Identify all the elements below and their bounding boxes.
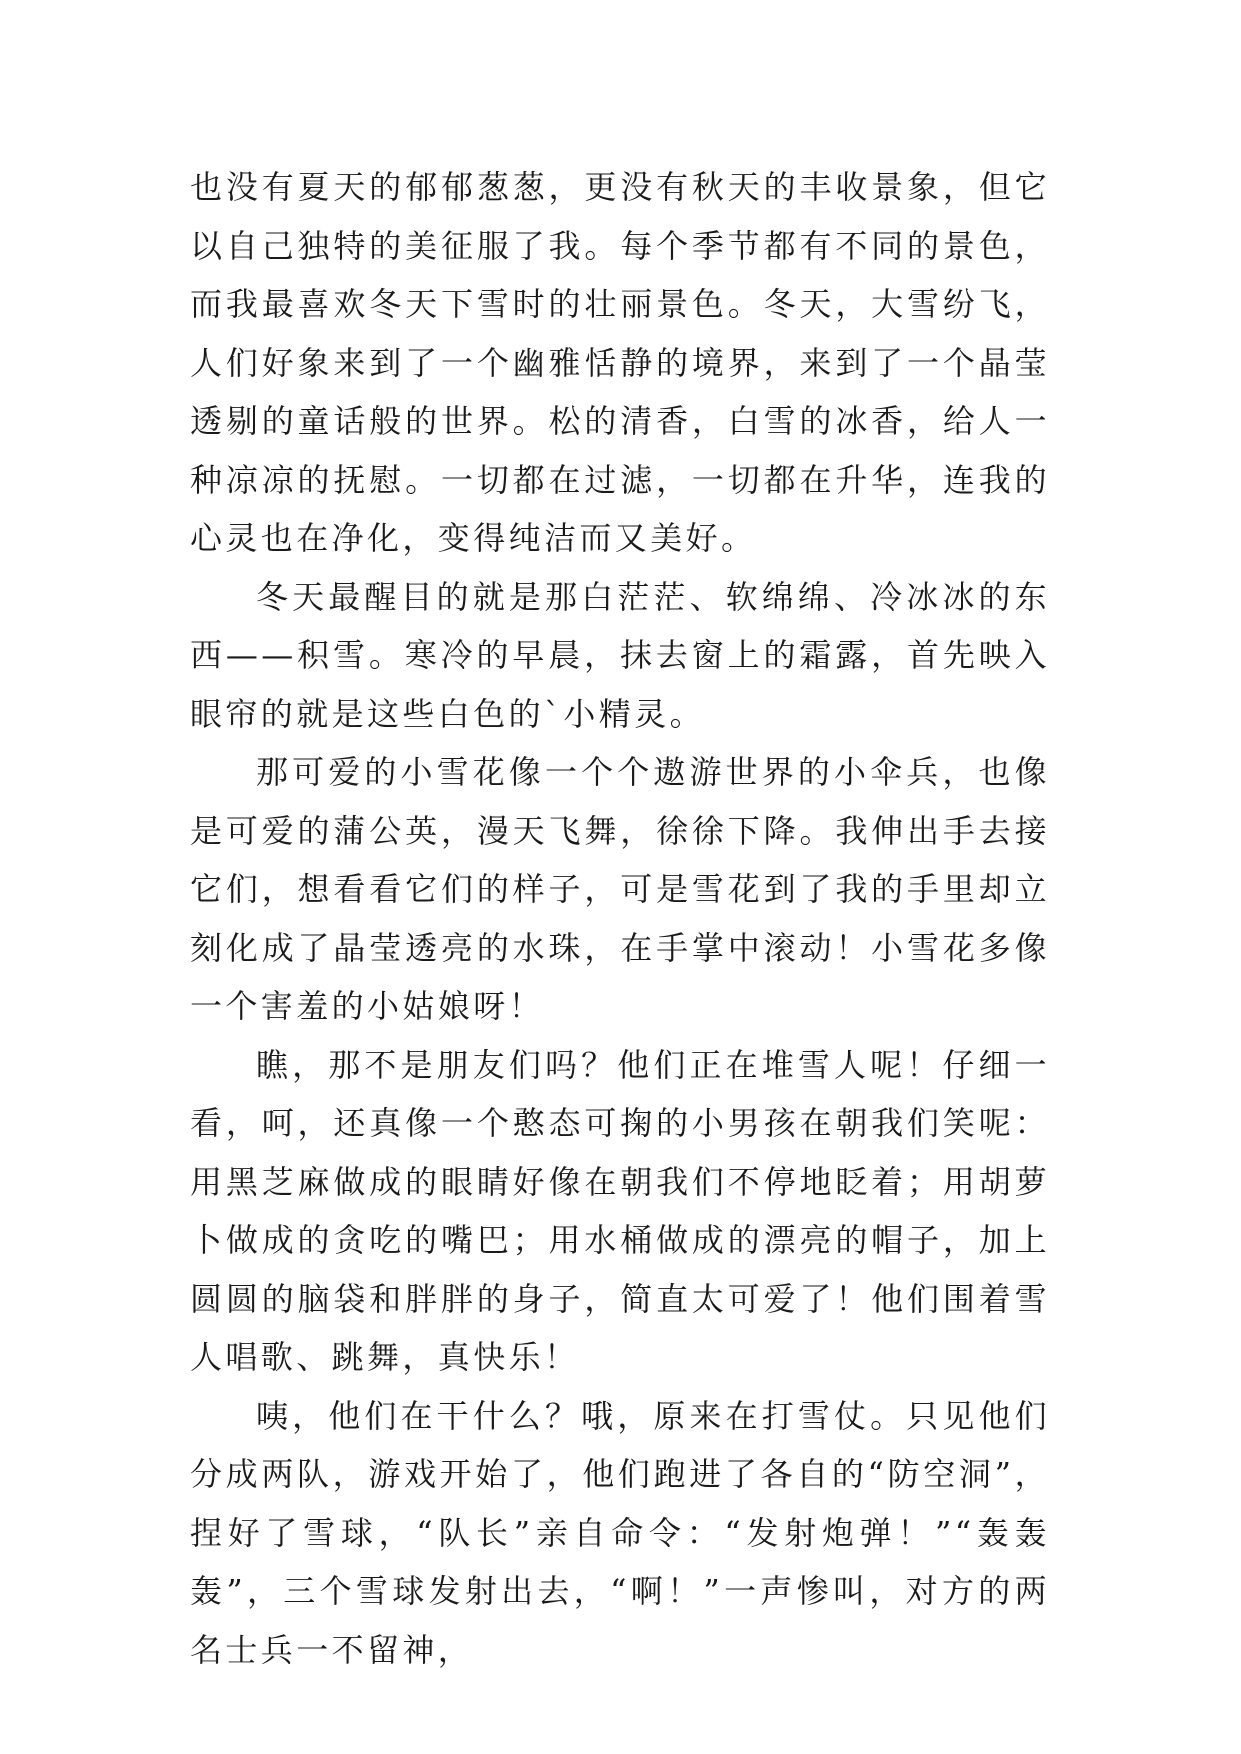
paragraph: 那可爱的小雪花像一个个遨游世界的小伞兵，也像是可爱的蒲公英，漫天飞舞，徐徐下降。我伸出手去接它们，想看看它们的样子，可是雪花到了我的手里却立刻化成了晶莹透亮的水珠，在手掌中滚动！小雪花多像一个害羞的小姑娘呀！	[190, 753, 1050, 1025]
paragraph: 冬天最醒目的就是那白茫茫、软绵绵、冷冰冰的东西——积雪。寒冷的早晨，抹去窗上的霜露，首先映入眼帘的就是这些白色的`小精灵。	[190, 577, 1050, 733]
paragraph: 瞧，那不是朋友们吗？他们正在堆雪人呢！仔细一看，呵，还真像一个憨态可掬的小男孩在朝我们笑呢：用黑芝麻做成的眼睛好像在朝我们不停地眨着；用胡萝卜做成的贪吃的嘴巴；用水桶做成的漂亮的帽子，加上圆圆的脑袋和胖胖的身子，简直太可爱了！他们围着雪人唱歌、跳舞，真快乐！	[190, 1045, 1050, 1376]
paragraph: 咦，他们在干什么？哦，原来在打雪仗。只见他们分成两队，游戏开始了，他们跑进了各自的“防空洞”，捏好了雪球，“队长”亲自命令：“发射炮弹！”“轰轰轰”，三个雪球发射出去，“啊！”一声惨叫，对方的两名士兵一不留神，	[190, 1396, 1050, 1669]
document-body	[190, 158, 1050, 1679]
paragraph: 也没有夏天的郁郁葱葱，更没有秋天的丰收景象，但它以自己独特的美征服了我。每个季节都有不同的景色，而我最喜欢冬天下雪时的壮丽景色。冬天，大雪纷飞，人们好象来到了一个幽雅恬静的境界，来到了一个晶莹透剔的童话般的世界。松的清香，白雪的冰香，给人一种凉凉的抚慰。一切都在过滤，一切都在升华，连我的心灵也在净化，变得纯洁而又美好。	[190, 168, 1050, 557]
